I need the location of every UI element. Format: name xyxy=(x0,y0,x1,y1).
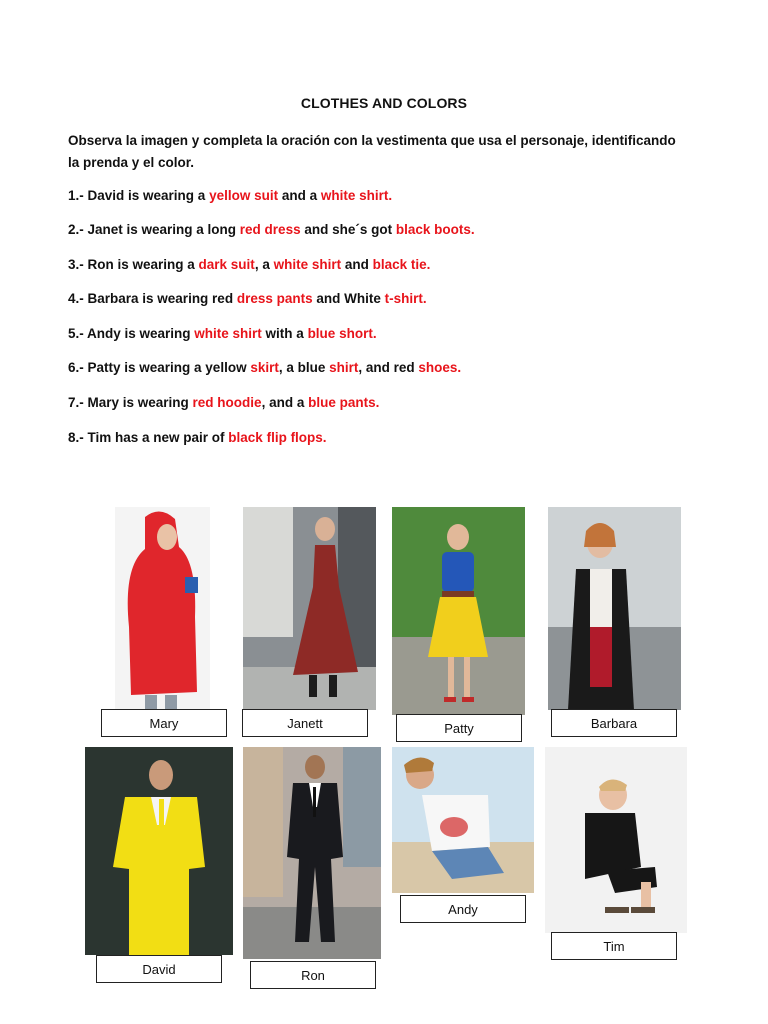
sentence-text: and White xyxy=(312,291,385,306)
sentence-7 xyxy=(68,395,728,410)
photo-mary xyxy=(115,507,210,710)
sentence-text: and she´s got xyxy=(300,222,396,237)
sentence-text: 6.- Patty is wearing a yellow xyxy=(68,360,251,375)
name-label-barbara: Barbara xyxy=(551,709,677,737)
photo-patty xyxy=(392,507,525,715)
sentence-text: and xyxy=(341,257,373,272)
sentence-1 xyxy=(68,188,728,203)
photo-tim xyxy=(545,747,687,933)
sentence-text: 2.- Janet is wearing a long xyxy=(68,222,240,237)
photo-barbara xyxy=(548,507,681,710)
answer-text: white shirt. xyxy=(320,188,393,203)
answer-text: red hoodie xyxy=(192,395,262,410)
sentence-text: , a xyxy=(254,257,274,272)
sentence-text: 5.- Andy is wearing xyxy=(68,326,195,341)
answer-text: blue short. xyxy=(307,326,377,341)
answer-text: dark suit xyxy=(198,257,255,272)
answer-text: shirt xyxy=(329,360,359,375)
photo-andy xyxy=(392,747,534,893)
name-label-andy: Andy xyxy=(400,895,526,923)
sentence-6 xyxy=(68,360,728,375)
answer-text: yellow suit xyxy=(209,188,279,203)
answer-text: black tie. xyxy=(372,257,431,272)
instructions-text: Observa la imagen y completa la oración con la vestimenta que usa el personaje, identificando la prenda y el color. xyxy=(68,133,676,170)
sentence-text: with a xyxy=(261,326,308,341)
answer-text: black boots. xyxy=(395,222,475,237)
name-label-janett: Janett xyxy=(242,709,368,737)
sentence-text: 3.- Ron is wearing a xyxy=(68,257,199,272)
photo-david xyxy=(85,747,233,955)
answer-text: black flip flops. xyxy=(228,430,327,445)
sentence-2 xyxy=(68,222,728,237)
sentence-3 xyxy=(68,257,728,272)
photo-janett xyxy=(243,507,376,710)
answer-text: blue pants. xyxy=(308,395,380,410)
sentence-text: 4.- Barbara is wearing red xyxy=(68,291,237,306)
sentence-text: , and a xyxy=(261,395,309,410)
answer-text: white shirt xyxy=(273,257,342,272)
name-label-patty: Patty xyxy=(396,714,522,742)
sentence-text: and a xyxy=(278,188,321,203)
answer-text: shoes. xyxy=(418,360,462,375)
name-label-tim: Tim xyxy=(551,932,677,960)
answer-text: skirt xyxy=(250,360,279,375)
name-label-ron: Ron xyxy=(250,961,376,989)
sentence-text: 7.- Mary is wearing xyxy=(68,395,193,410)
name-label-david: David xyxy=(96,955,222,983)
sentence-5 xyxy=(68,326,728,341)
answer-text: t-shirt. xyxy=(384,291,427,306)
sentence-8 xyxy=(68,430,728,445)
sentence-text: , and red xyxy=(358,360,419,375)
sentence-4 xyxy=(68,291,728,306)
answer-text: red dress xyxy=(239,222,301,237)
photo-ron xyxy=(243,747,381,959)
answer-text: white shirt xyxy=(194,326,262,341)
worksheet-title: CLOTHES AND COLORS xyxy=(300,95,468,111)
sentence-text: 8.- Tim has a new pair of xyxy=(68,430,229,445)
sentence-text: 1.- David is wearing a xyxy=(68,188,210,203)
sentence-text: , a blue xyxy=(278,360,330,375)
name-label-mary: Mary xyxy=(101,709,227,737)
answer-text: dress pants xyxy=(236,291,313,306)
